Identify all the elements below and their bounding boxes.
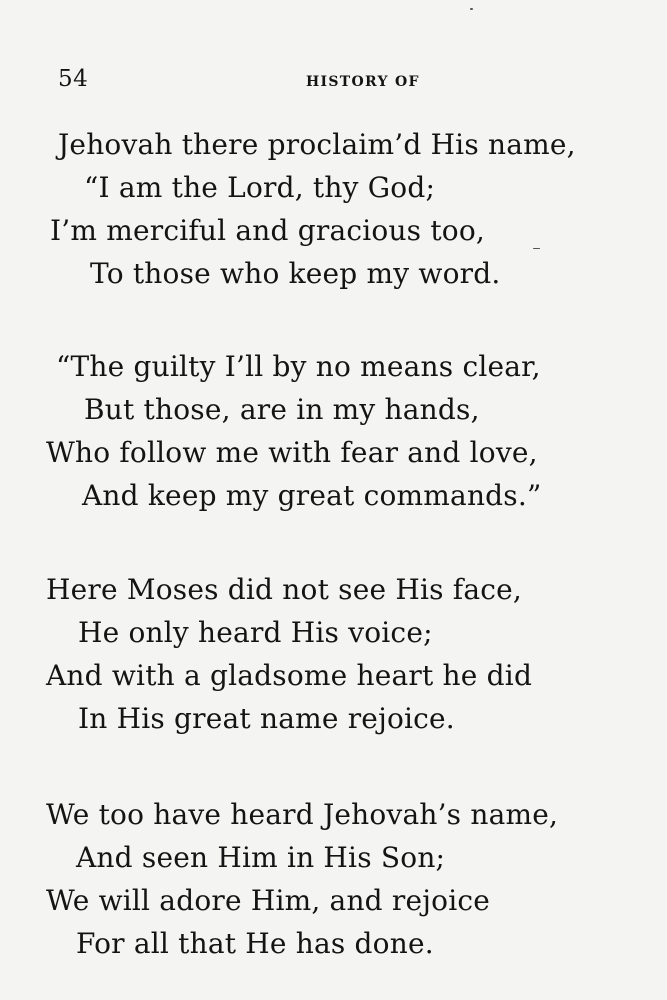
verse-line: And keep my great commands.” xyxy=(82,479,542,512)
verse-line: For all that He has done. xyxy=(76,927,434,960)
verse-line: We will adore Him, and rejoice xyxy=(46,884,491,917)
verse-line: I’m merciful and gracious too, xyxy=(50,214,486,247)
running-title: HISTORY OF xyxy=(306,74,420,90)
verse-line: And with a gladsome heart he did xyxy=(46,659,533,692)
verse-line: “The guilty I’ll by no means clear, xyxy=(56,350,541,383)
verse-line: In His great name rejoice. xyxy=(78,702,455,735)
verse-line: Here Moses did not see His face, xyxy=(46,573,522,606)
verse-line: To those who keep my word. xyxy=(90,257,501,290)
verse-line: Who follow me with fear and love, xyxy=(46,436,538,469)
print-speck xyxy=(533,248,540,249)
running-head xyxy=(0,66,667,100)
print-speck xyxy=(470,8,473,10)
verse-line: We too have heard Jehovah’s name, xyxy=(46,798,559,831)
verse-line: “I am the Lord, thy God; xyxy=(84,171,436,204)
verse-line: Jehovah there proclaim’d His name, xyxy=(58,128,576,161)
verse-line: But those, are in my hands, xyxy=(84,393,480,426)
verse-line: And seen Him in His Son; xyxy=(76,841,446,874)
page-number: 54 xyxy=(58,66,89,92)
verse-line: He only heard His voice; xyxy=(78,616,433,649)
